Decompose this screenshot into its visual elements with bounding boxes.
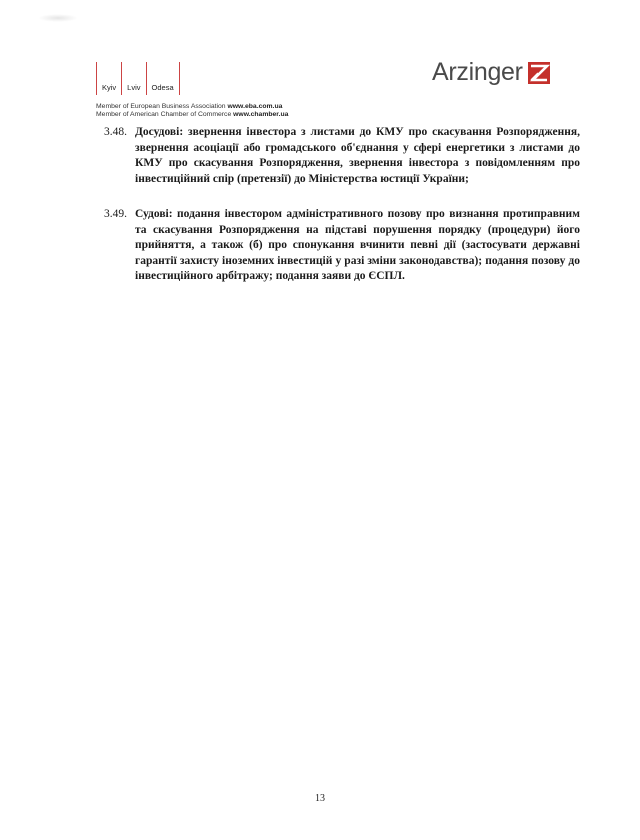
clause-3-48 bbox=[104, 125, 580, 187]
office-lviv: Lviv bbox=[121, 62, 145, 95]
clause-label: Досудові: bbox=[135, 126, 184, 138]
arzinger-logo bbox=[432, 58, 551, 87]
membership-eba-link[interactable]: www.eba.com.ua bbox=[227, 103, 283, 110]
clause-body bbox=[135, 207, 580, 285]
clause-text: звернення інвестора з листами до КМУ про скасування Розпорядження, звернення асоціації або громадського об'єднання у сфері енергетики з листами до КМУ про скасування Розпорядження, звернення інвестора з повідомленням про інвестиційний спір (претензії) до Міністерства юстиції України; bbox=[135, 126, 580, 185]
clauses-section bbox=[104, 125, 580, 305]
scan-smudge bbox=[38, 14, 78, 22]
membership-amcham-link[interactable]: www.chamber.ua bbox=[233, 111, 289, 118]
clause-3-49 bbox=[104, 207, 580, 285]
office-kyiv: Kyiv bbox=[96, 62, 121, 95]
office-odesa: Odesa bbox=[146, 62, 180, 95]
clause-label: Судові: bbox=[135, 208, 173, 220]
clause-number: 3.49. bbox=[104, 208, 127, 220]
clause-number: 3.48. bbox=[104, 126, 127, 138]
membership-eba-text: Member of European Business Association bbox=[96, 103, 226, 110]
membership-amcham-text: Member of American Chamber of Commerce bbox=[96, 111, 232, 118]
arzinger-mark-icon bbox=[527, 61, 551, 85]
logo-text: Arzinger bbox=[432, 58, 523, 86]
page-number: 13 bbox=[315, 793, 325, 804]
clause-body bbox=[135, 125, 580, 187]
office-locations bbox=[96, 62, 180, 92]
membership-amcham bbox=[96, 111, 288, 119]
memberships bbox=[96, 103, 288, 119]
membership-eba bbox=[96, 103, 288, 111]
clause-text: подання інвестором адміністративного позову про визнання протиправним та скасування Розпорядження на підставі порушення порядку (процедури) його прийняття, а також (б) про спонукання вчинити певні дії (застосувати державні гарантії захисту іноземних інвестицій у разі зміни законодавства); подання позову до інвестиційного арбітражу; подання заяви до ЄСПЛ. bbox=[135, 208, 580, 282]
